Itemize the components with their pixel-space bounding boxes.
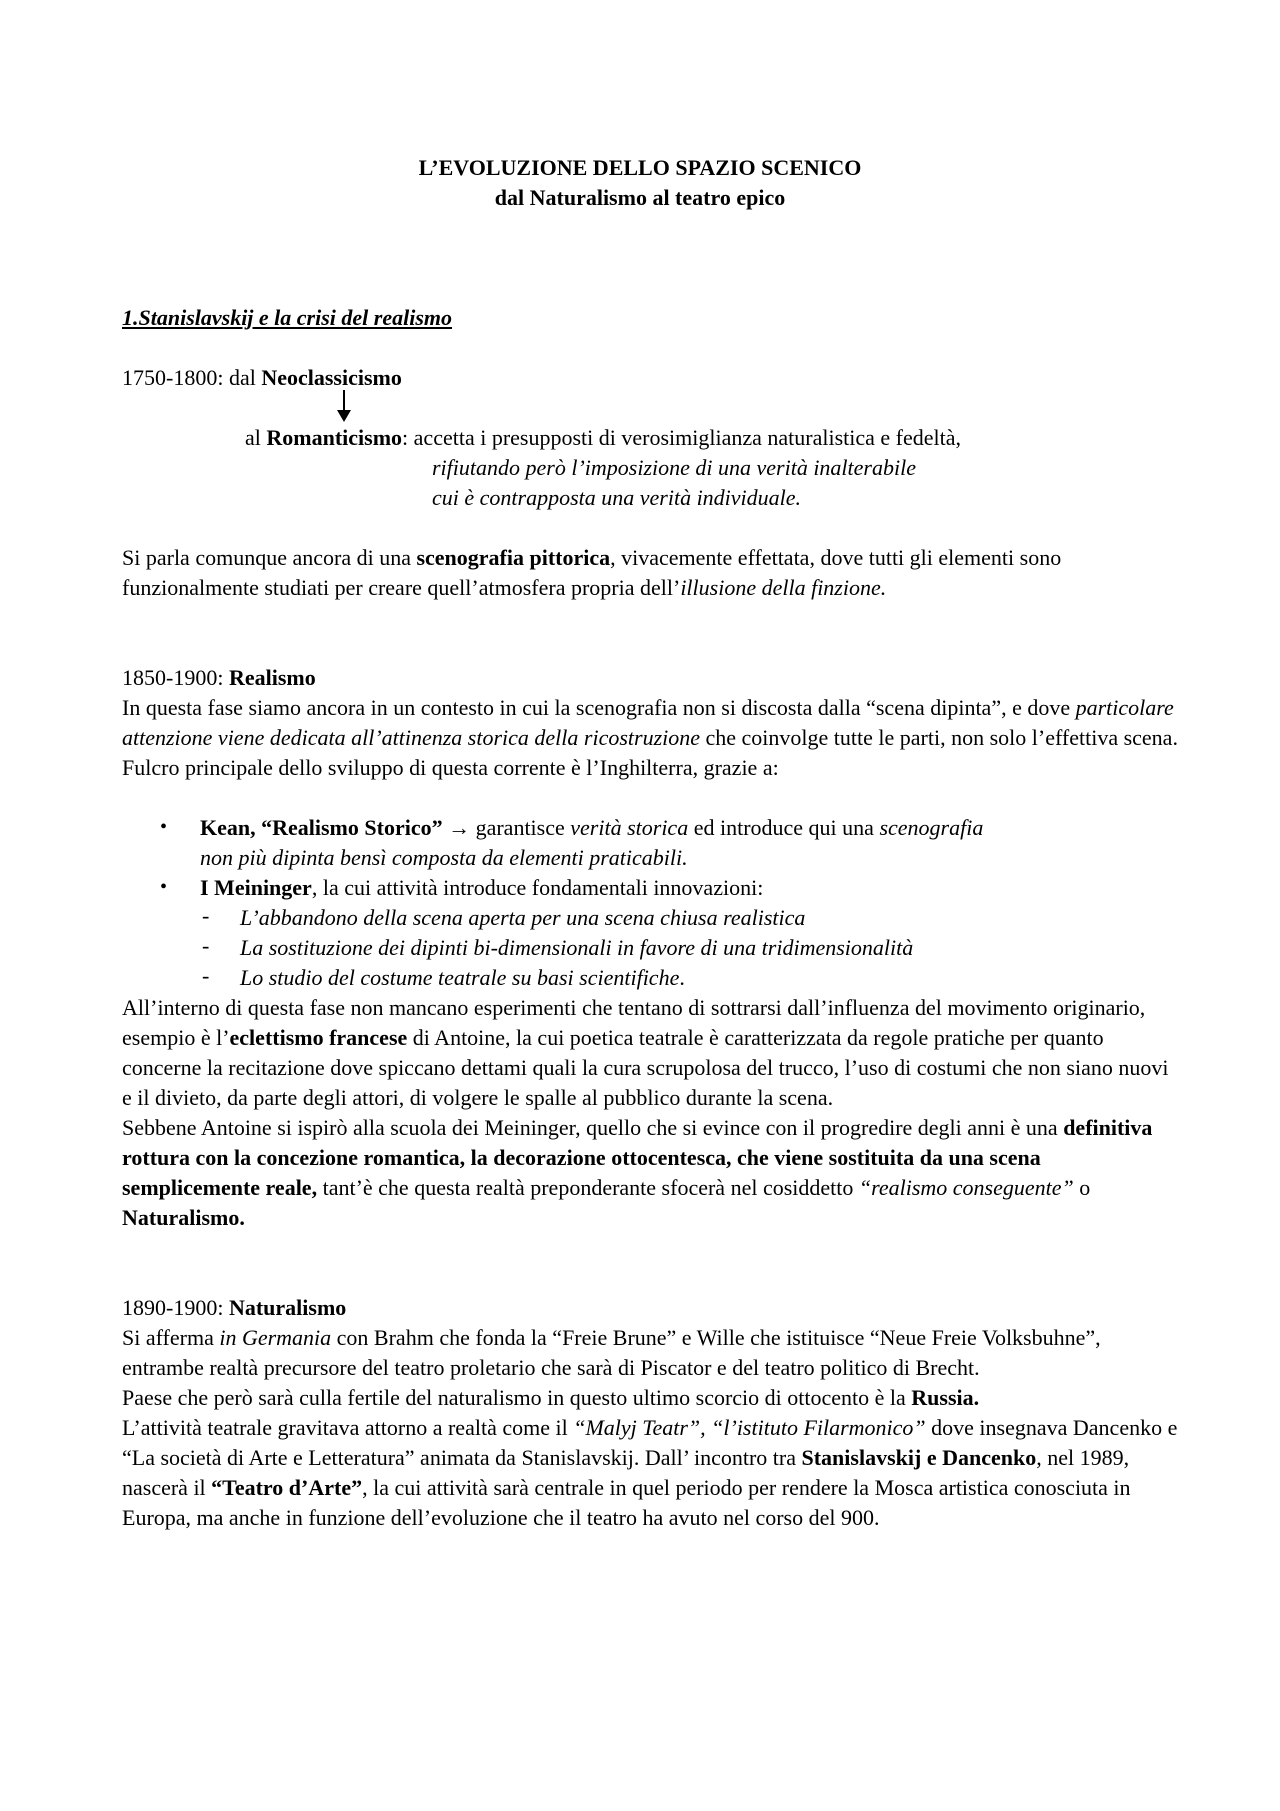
bold-span: “Teatro d’Arte” [211, 1475, 363, 1500]
text-span: ed introduce qui una [688, 815, 880, 840]
era-term: Neoclassicismo [261, 365, 402, 390]
text-span: Sebbene Antoine si ispirò alla scuola dei Meininger, quello che si evince con il progredire degli anni è una [122, 1115, 1064, 1140]
dash-marker: - [202, 933, 210, 958]
dash-marker: - [202, 963, 210, 988]
bold-span: Kean, “Realismo Storico” [200, 815, 443, 840]
dash-item: L’abbandono della scena aperta per una scena chiusa realistica [240, 905, 806, 930]
italic-span: “Malyj Teatr”, “l’istituto Filarmonico” [573, 1415, 926, 1440]
text-span: All’interno di questa fase non mancano esperimenti che tentano di sottrarsi dall’influenza del movimento originario, esempio è l’ [122, 995, 1146, 1050]
text-span: , la cui attività introduce fondamentali innovazioni: [311, 875, 764, 900]
era-date: 1850-1900: [122, 665, 229, 690]
dash-item [240, 963, 1180, 993]
text-span: garantisce [475, 815, 571, 840]
bullet-meininger [200, 873, 1180, 903]
era-term: Realismo [228, 665, 316, 690]
down-arrow-icon [343, 390, 345, 412]
paragraph-fulcro: Fulcro principale dello sviluppo di questa corrente è l’Inghilterra, grazie a: [122, 755, 779, 780]
text-span: Si afferma [122, 1325, 220, 1350]
section-heading-text: 1.Stanislavskij e la crisi del realismo [122, 305, 453, 330]
text-span: Si parla comunque ancora di una [122, 545, 417, 570]
era-date: 1890-1900: [122, 1295, 229, 1320]
dash-item: La sostituzione dei dipinti bi-dimensionali in favore di una tridimensionalità [240, 935, 914, 960]
era-date: 1750-1800: dal [122, 365, 262, 390]
italic-span: particolare attenzione viene dedicata all’attinenza storica della ricostruzione [122, 695, 1174, 750]
text-span: In questa fase siamo ancora in un contesto in cui la scenografia non si discosta dalla “scena dipinta”, e dove [122, 695, 1076, 720]
paragraph-antoine [122, 993, 1182, 1233]
bold-span: definitiva rottura con la concezione romantica, la decorazione ottocentesca, che viene sostituita da una scena semplicemente reale, [122, 1115, 1153, 1200]
bullet-kean [200, 813, 1180, 873]
arrow-head-icon [337, 410, 351, 422]
text-span: , nel 1989, nascerà il [122, 1445, 1130, 1500]
bold-span: Stanislavskij e Dancenko [801, 1445, 1037, 1470]
bold-span: eclettismo francese [229, 1025, 408, 1050]
bold-span: Naturalismo. [122, 1205, 245, 1230]
romantic-prefix: al [245, 425, 267, 450]
text-span: . [679, 965, 685, 990]
text-span: di Antoine, la cui poetica teatrale è caratterizzata da regole pratiche per quanto concerne la recitazione dove spiccano dettami quali la cura scrupolosa del trucco, l’uso di costumi che non siano nuovi e il divieto, da parte degli attori, di volgere le spalle al pubblico durante la scena. [122, 1025, 1169, 1110]
italic-span: in Germania [219, 1325, 332, 1350]
section-heading [122, 303, 1182, 333]
dash-marker: - [202, 903, 210, 928]
italic-span: scenografia [879, 815, 984, 840]
text-span: o [1073, 1175, 1091, 1200]
bold-span: scenografia pittorica [416, 545, 611, 570]
romanticismo-line3: cui è contrapposta una verità individuale. [432, 485, 802, 510]
italic-line: non più dipinta bensì composta da elementi praticabili. [200, 845, 688, 870]
document-subtitle: dal Naturalismo al teatro epico [494, 185, 786, 210]
era-neoclassicismo [122, 363, 1182, 393]
italic-span: verità storica [570, 815, 689, 840]
text-span: dove insegnava Dancenko e “La società di Arte e Letteratura” animata da Stanislavskij. Dall’ incontro tra [122, 1415, 1178, 1470]
paragraph-scenografia [122, 543, 1182, 603]
text-span: con Brahm che fonda la “Freie Brune” e Wille che istituisce “Neue Freie Volksbuhne”, entrambe realtà precursore del teatro proletario che sarà di Piscator e del teatro politico di Brecht. [122, 1325, 1101, 1380]
text-span: L’attività teatrale gravitava attorno a realtà come il [122, 1415, 574, 1440]
romanticismo-line2: rifiutando però l’imposizione di una verità inalterabile [432, 455, 916, 480]
realismo-block [122, 663, 1182, 783]
italic-span: illusione della finzione. [680, 575, 887, 600]
right-arrow-icon: → [442, 815, 476, 840]
romanticismo-line1 [245, 423, 1145, 453]
text-span: che coinvolge tutte le parti, non solo l’effettiva scena. [700, 725, 1178, 750]
text-span: tant’è che questa realtà preponderante sfocerà nel cosiddetto [317, 1175, 859, 1200]
text-span: , la cui attività sarà centrale in quel periodo per rendere la Mosca artistica conosciuta in Europa, ma anche in funzione dell’evoluzione che il teatro ha avuto nel corso del 900. [122, 1475, 1131, 1530]
text-span: , vivacemente effettata, dove tutti gli elementi sono funzionalmente studiati per creare quell’atmosfera propria dell’ [122, 545, 1062, 600]
romantic-term: Romanticismo [266, 425, 403, 450]
naturalismo-block [122, 1293, 1182, 1533]
bold-span: Russia. [911, 1385, 980, 1410]
bullet-icon: • [160, 816, 168, 838]
text-span: Paese che però sarà culla fertile del naturalismo in questo ultimo scorcio di ottocento è la [122, 1385, 912, 1410]
bold-span: I Meininger [200, 875, 312, 900]
bullet-icon: • [160, 876, 168, 898]
document-title: L’EVOLUZIONE DELLO SPAZIO SCENICO [418, 155, 862, 180]
romantic-text: : accetta i presupposti di verosimiglianza naturalistica e fedeltà, [402, 425, 961, 450]
italic-span: “realismo conseguente” [858, 1175, 1074, 1200]
era-term: Naturalismo [228, 1295, 347, 1320]
italic-span: Lo studio del costume teatrale su basi scientifiche [240, 965, 680, 990]
